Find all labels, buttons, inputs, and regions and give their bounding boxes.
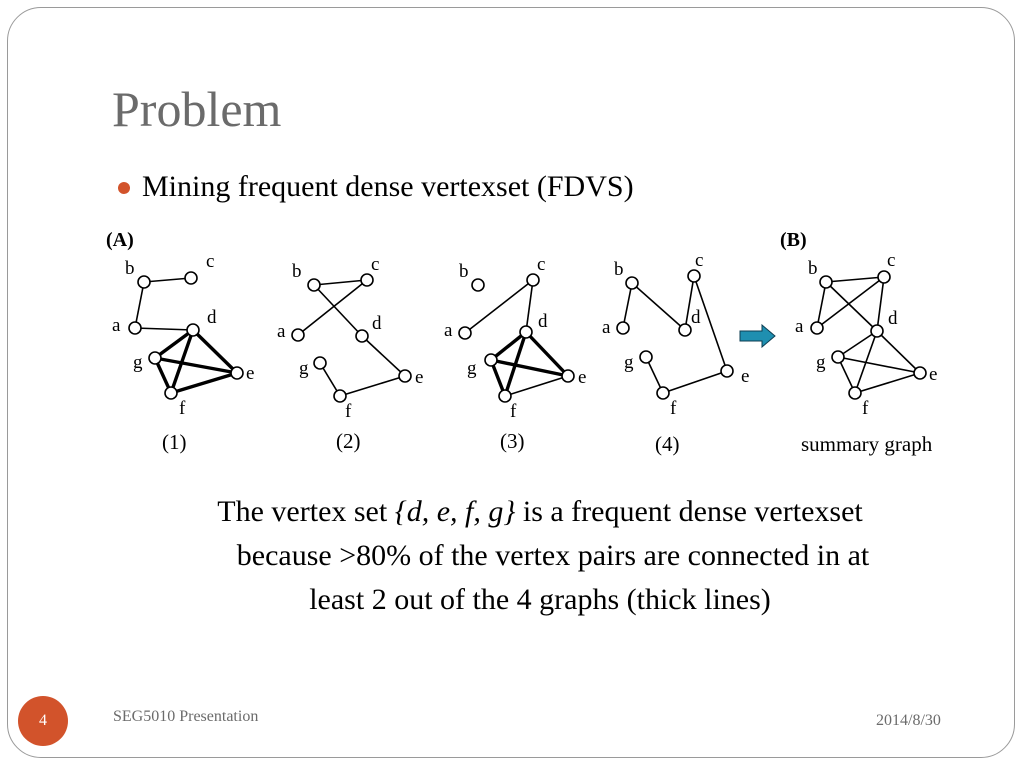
graph4-vertex-e: e [741,366,750,387]
graph-label-4: (4) [655,432,680,456]
summary-vertex-f: f [862,398,869,419]
page-number-badge: 4 [18,696,68,746]
graph4-vertex-g: g [624,352,634,373]
graph2-vertex-d: d [372,313,382,334]
summary-graph [811,271,926,399]
footer-presentation: SEG5010 Presentation [113,708,259,725]
graph1-vertex-b: b [125,258,135,279]
graph4-vertex-a: a [602,317,611,338]
graph-label-3: (3) [500,429,525,453]
graph-label-1: (1) [162,430,187,454]
summary-vertex-c: c [887,250,896,271]
description-line-1-start: The vertex set [217,495,395,528]
graph1-vertex-a: a [112,315,121,336]
graph-2 [292,274,411,402]
bullet-text: Mining frequent dense vertexset (FDVS) [142,170,634,203]
graph3-vertex-e: e [578,367,587,388]
description-paragraph [130,490,950,622]
summary-vertex-d: d [888,308,898,329]
summary-vertex-b: b [808,258,818,279]
graph3-vertex-b: b [459,261,469,282]
graph2-vertex-c: c [371,254,380,275]
graph4-vertex-d: d [691,307,701,328]
summary-vertex-g: g [816,352,826,373]
footer-date: 2014/8/30 [876,712,941,729]
arrow-icon [740,325,775,347]
graph1-vertex-e: e [246,363,255,384]
graph-4 [617,270,733,399]
graph-1 [129,272,243,399]
graph1-vertex-f: f [179,398,186,419]
graph4-vertex-b: b [614,259,624,280]
summary-graph-label: summary graph [801,432,933,456]
graph2-vertex-e: e [415,367,424,388]
graph1-vertex-d: d [207,307,217,328]
graph3-vertex-f: f [510,401,517,422]
graph-label-2: (2) [336,429,361,453]
graph-3 [459,274,574,402]
graph3-vertex-d: d [538,311,548,332]
description-line-3: least 2 out of the 4 graphs (thick lines) [309,583,771,616]
graph2-vertex-a: a [277,321,286,342]
description-line-1-end: is a frequent dense vertexset [515,495,863,528]
slide-title: Problem [112,81,282,137]
graph1-vertex-c: c [206,251,215,272]
graph2-vertex-f: f [345,401,352,422]
graph3-vertex-c: c [537,254,546,275]
vertex-set-emphasis: {d, e, f, g} [394,495,516,528]
panel-a-label: (A) [106,229,134,251]
graph4-vertex-f: f [670,398,677,419]
graph2-vertex-g: g [299,358,309,379]
description-line-1 [130,490,950,534]
panel-b-label: (B) [780,229,807,251]
summary-vertex-e: e [929,364,938,385]
graph3-vertex-g: g [467,358,477,379]
graph4-vertex-c: c [695,250,704,271]
summary-vertex-a: a [795,316,804,337]
graph2-vertex-b: b [292,261,302,282]
graph3-vertex-a: a [444,320,453,341]
description-line-2: because >80% of the vertex pairs are connected in at [236,539,870,572]
graph1-vertex-g: g [133,352,143,373]
